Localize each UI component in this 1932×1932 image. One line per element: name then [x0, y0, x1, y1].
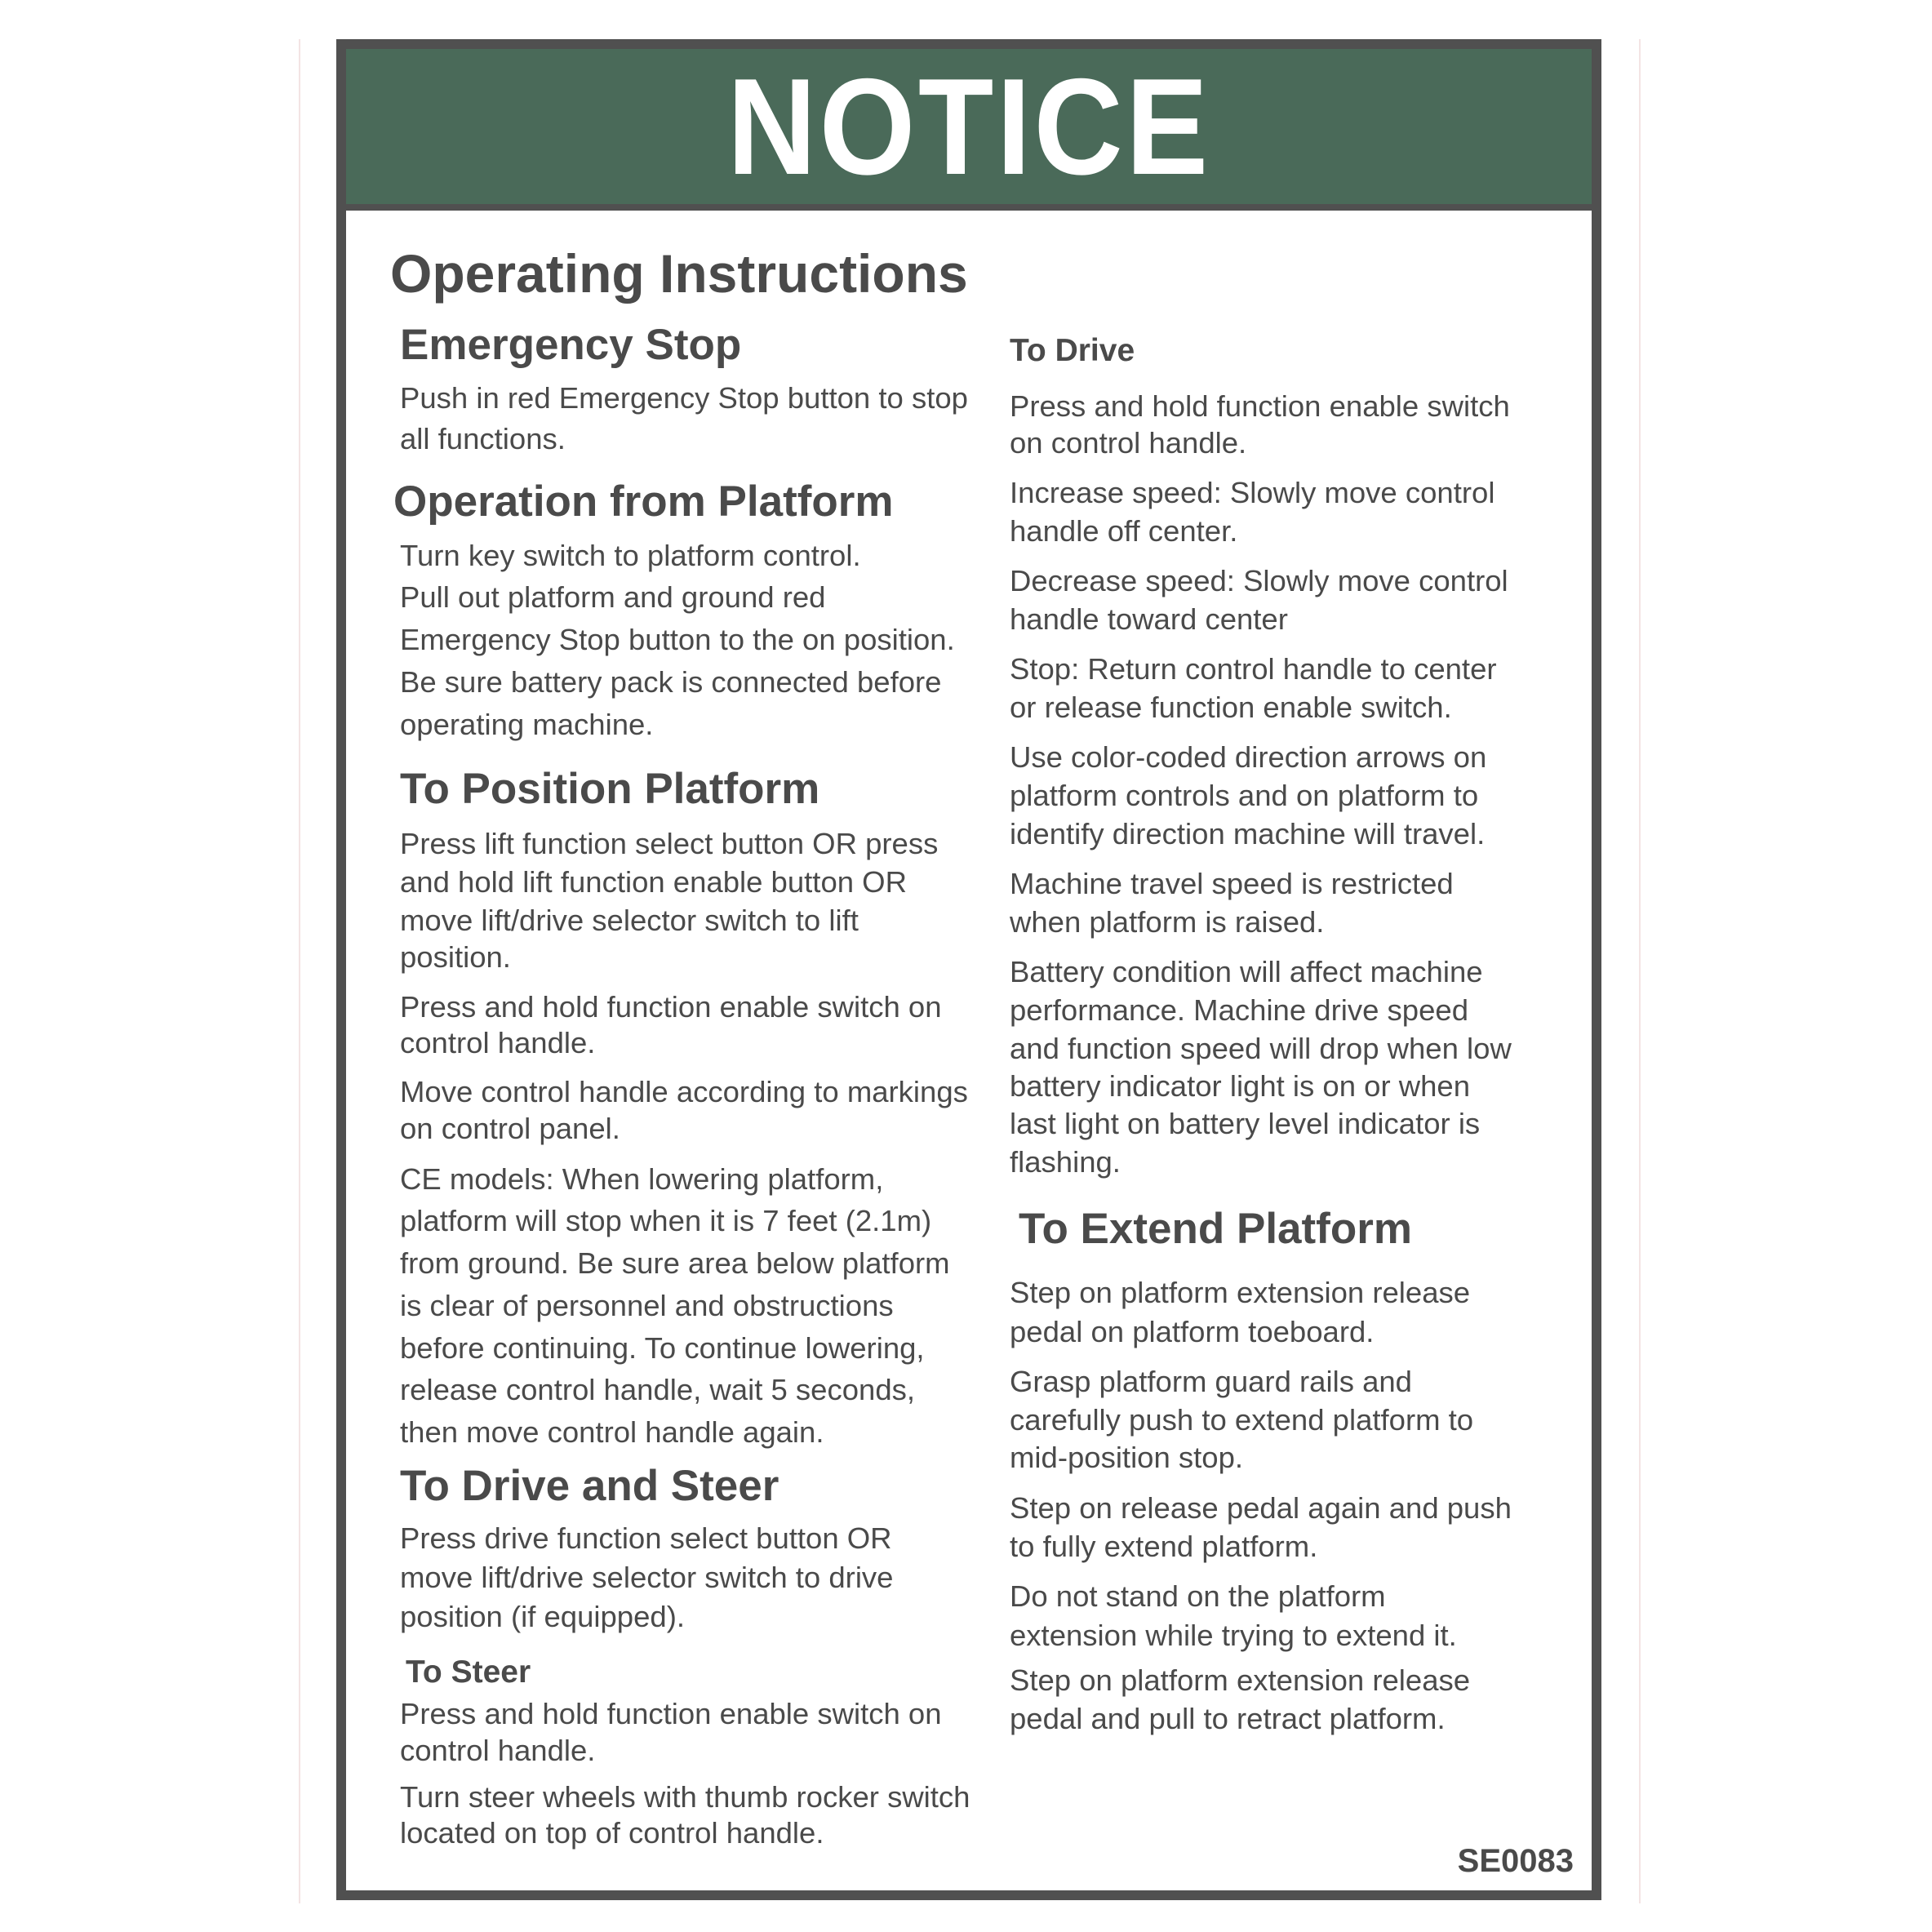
- position-p3-line-2: on control panel.: [400, 1112, 620, 1145]
- heading-to-position-platform: To Position Platform: [400, 765, 820, 813]
- operation-line-5: operating machine.: [400, 708, 654, 741]
- extend-p5-line-1: Step on platform extension release: [1010, 1663, 1471, 1697]
- drive-p5-line-1: Use color-coded direction arrows on: [1010, 740, 1487, 774]
- heading-operation-from-platform: Operation from Platform: [393, 477, 894, 526]
- drive-p7-line-3: and function speed will drop when low: [1010, 1032, 1512, 1065]
- drive-p3-line-1: Decrease speed: Slowly move control: [1010, 564, 1508, 597]
- steer-p2-line-2: located on top of control handle.: [400, 1816, 824, 1850]
- drive-steer-line-2: move lift/drive selector switch to drive: [400, 1561, 894, 1594]
- position-p4-line-2: platform will stop when it is 7 feet (2.1m): [400, 1204, 932, 1237]
- drive-p1-line-1: Press and hold function enable switch: [1010, 389, 1510, 423]
- extend-p3-line-1: Step on release pedal again and push: [1010, 1491, 1512, 1525]
- position-p1-line-4: position.: [400, 940, 511, 974]
- heading-to-drive-and-steer: To Drive and Steer: [400, 1462, 779, 1510]
- drive-p5-line-2: platform controls and on platform to: [1010, 779, 1479, 812]
- drive-p7-line-6: flashing.: [1010, 1145, 1121, 1179]
- position-p4-line-4: is clear of personnel and obstructions: [400, 1289, 894, 1322]
- position-p3-line-1: Move control handle according to markings: [400, 1075, 968, 1108]
- drive-p7-line-5: last light on battery level indicator is: [1010, 1107, 1481, 1140]
- operation-line-2: Pull out platform and ground red: [400, 580, 826, 614]
- position-p4-line-1: CE models: When lowering platform,: [400, 1162, 884, 1196]
- drive-p7-line-4: battery indicator light is on or when: [1010, 1069, 1471, 1103]
- heading-emergency-stop: Emergency Stop: [400, 321, 742, 369]
- drive-p6-line-2: when platform is raised.: [1010, 905, 1325, 939]
- extend-p2-line-3: mid-position stop.: [1010, 1441, 1244, 1474]
- extend-p2-line-1: Grasp platform guard rails and: [1010, 1365, 1412, 1398]
- drive-p4-line-2: or release function enable switch.: [1010, 691, 1452, 724]
- position-p1-line-2: and hold lift function enable button OR: [400, 865, 907, 899]
- drive-p6-line-1: Machine travel speed is restricted: [1010, 867, 1454, 900]
- extend-p4-line-2: extension while trying to extend it.: [1010, 1619, 1457, 1652]
- position-p4-line-3: from ground. Be sure area below platform: [400, 1246, 950, 1280]
- position-p1-line-3: move lift/drive selector switch to lift: [400, 904, 859, 937]
- trim-line-right: [1639, 39, 1641, 1903]
- extend-p1-line-1: Step on platform extension release: [1010, 1276, 1471, 1309]
- extend-p2-line-2: carefully push to extend platform to: [1010, 1403, 1474, 1437]
- drive-p2-line-1: Increase speed: Slowly move control: [1010, 476, 1495, 509]
- operation-line-3: Emergency Stop button to the on position.: [400, 623, 955, 656]
- heading-to-drive: To Drive: [1010, 333, 1135, 368]
- drive-steer-line-3: position (if equipped).: [400, 1600, 685, 1633]
- document-title: Operating Instructions: [390, 243, 968, 304]
- emergency-stop-line-1: Push in red Emergency Stop button to stop: [400, 381, 968, 415]
- notice-sign: [336, 39, 1601, 1900]
- heading-to-steer: To Steer: [406, 1654, 531, 1690]
- notice-header: [346, 49, 1592, 211]
- extend-p1-line-2: pedal on platform toeboard.: [1010, 1315, 1375, 1348]
- operation-line-1: Turn key switch to platform control.: [400, 539, 861, 572]
- steer-p1-line-1: Press and hold function enable switch on: [400, 1697, 942, 1730]
- trim-line-left: [299, 39, 300, 1903]
- drive-p2-line-2: handle off center.: [1010, 514, 1238, 548]
- drive-p5-line-3: identify direction machine will travel.: [1010, 817, 1486, 851]
- notice-title: NOTICE: [726, 50, 1211, 203]
- extend-p5-line-2: pedal and pull to retract platform.: [1010, 1702, 1446, 1735]
- heading-to-extend-platform: To Extend Platform: [1019, 1205, 1412, 1253]
- position-p2-line-2: control handle.: [400, 1026, 596, 1059]
- position-p2-line-1: Press and hold function enable switch on: [400, 990, 942, 1024]
- operation-line-4: Be sure battery pack is connected before: [400, 665, 942, 699]
- drive-p7-line-2: performance. Machine drive speed: [1010, 993, 1468, 1027]
- steer-p2-line-1: Turn steer wheels with thumb rocker switch: [400, 1780, 970, 1814]
- drive-p7-line-1: Battery condition will affect machine: [1010, 955, 1483, 988]
- extend-p3-line-2: to fully extend platform.: [1010, 1530, 1318, 1563]
- extend-p4-line-1: Do not stand on the platform: [1010, 1579, 1386, 1613]
- drive-steer-line-1: Press drive function select button OR: [400, 1521, 892, 1555]
- position-p4-line-6: release control handle, wait 5 seconds,: [400, 1373, 916, 1406]
- position-p4-line-5: before continuing. To continue lowering,: [400, 1331, 925, 1365]
- emergency-stop-line-2: all functions.: [400, 422, 566, 455]
- drive-p3-line-2: handle toward center: [1010, 602, 1288, 636]
- position-p1-line-1: Press lift function select button OR press: [400, 827, 939, 860]
- sign-code: SE0083: [1457, 1843, 1574, 1879]
- steer-p1-line-2: control handle.: [400, 1734, 596, 1767]
- drive-p4-line-1: Stop: Return control handle to center: [1010, 652, 1497, 686]
- drive-p1-line-2: on control handle.: [1010, 426, 1247, 460]
- position-p4-line-7: then move control handle again.: [400, 1415, 824, 1449]
